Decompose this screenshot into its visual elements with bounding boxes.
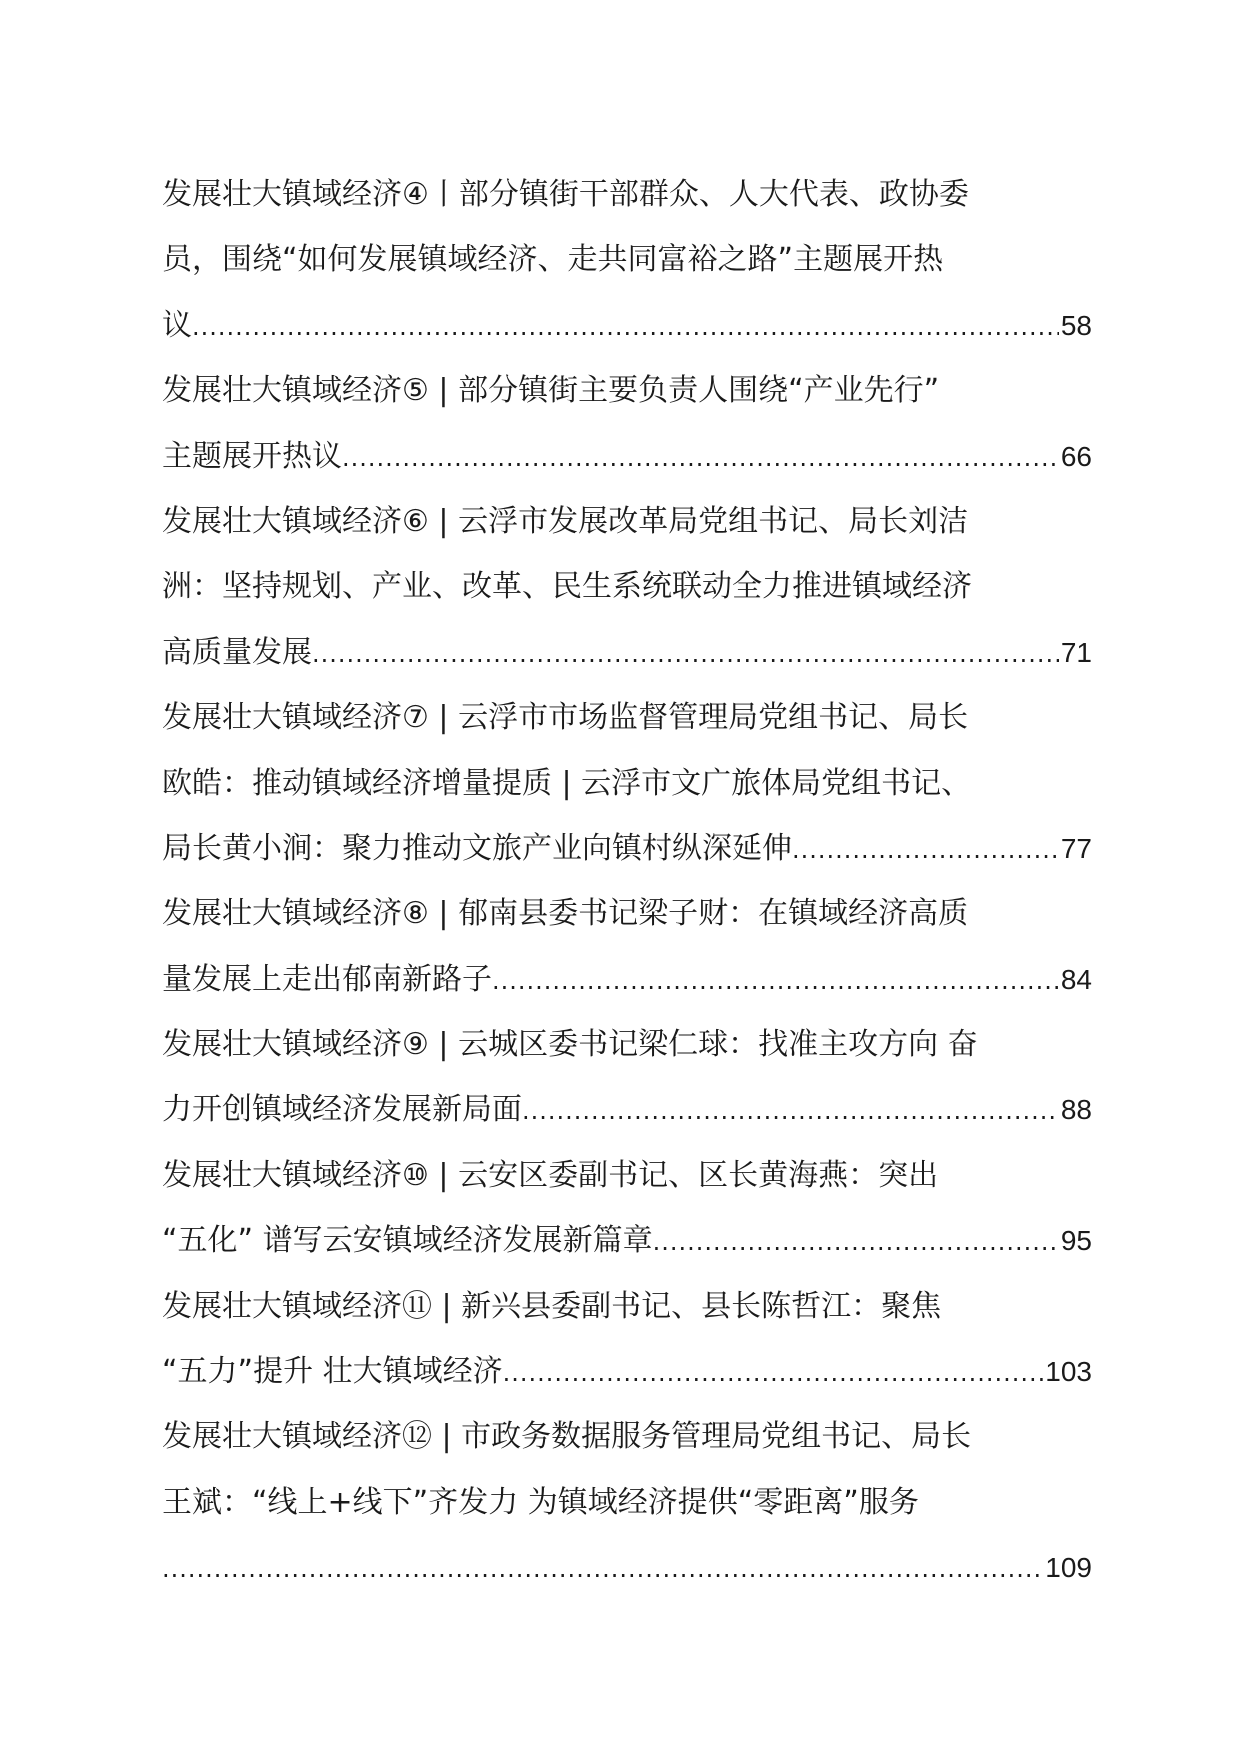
toc-entry-title-end: 高质量发展 bbox=[162, 634, 312, 670]
toc-entry-title-line: 发展壮大镇域经济⑫ | 市政务数据服务管理局党组书记、局长 bbox=[162, 1419, 972, 1455]
toc-entry-title-line: 员，围绕“如何发展镇域经济、走共同富裕之路”主题展开热 bbox=[162, 242, 944, 278]
toc-entry-title-end: 力开创镇域经济发展新局面 bbox=[162, 1092, 522, 1128]
toc-entry[interactable] bbox=[162, 1012, 1092, 1143]
toc-page-number: 95 bbox=[1060, 1225, 1092, 1257]
toc-page-number: 84 bbox=[1060, 963, 1092, 995]
toc-page-number: 77 bbox=[1060, 832, 1092, 864]
toc-page-number: 58 bbox=[1060, 309, 1092, 341]
toc-page-number: 71 bbox=[1060, 636, 1092, 668]
toc-page-number: 109 bbox=[1045, 1552, 1092, 1584]
toc-entry[interactable] bbox=[162, 685, 1092, 881]
toc-page-number: 88 bbox=[1060, 1094, 1092, 1126]
toc-entry-leader-line bbox=[162, 1208, 1092, 1273]
toc-entry[interactable] bbox=[162, 162, 1092, 358]
toc-entry-title-line: 王斌：“线上+线下”齐发力 为镇域经济提供“零距离”服务 bbox=[162, 1484, 919, 1520]
toc-entry-title-end: 量发展上走出郁南新路子 bbox=[162, 961, 492, 997]
toc-entry-leader-line bbox=[162, 424, 1092, 489]
toc-entry-leader-line bbox=[162, 1535, 1092, 1600]
dot-leader bbox=[522, 1079, 1059, 1142]
toc-entry-title-line: 发展壮大镇域经济⑨ | 云城区委书记梁仁球：找准主攻方向 奋 bbox=[162, 1027, 978, 1063]
toc-entry[interactable] bbox=[162, 1143, 1092, 1274]
toc-entry-leader-line bbox=[162, 1339, 1092, 1404]
toc-page-number: 103 bbox=[1045, 1356, 1092, 1388]
toc-entry-title-end: 主题展开热议 bbox=[162, 438, 342, 474]
dot-leader bbox=[312, 622, 1059, 685]
toc-entry[interactable] bbox=[162, 881, 1092, 1012]
toc-page-number: 66 bbox=[1060, 440, 1092, 472]
toc-entry[interactable] bbox=[162, 1404, 1092, 1600]
toc-entry-title-line: 洲：坚持规划、产业、改革、民生系统联动全力推进镇域经济 bbox=[162, 569, 972, 605]
toc-entry-leader-line bbox=[162, 620, 1092, 685]
toc-entry-title-line: 发展壮大镇域经济⑩ | 云安区委副书记、区长黄海燕：突出 bbox=[162, 1157, 939, 1193]
toc-entry-title-end: 局长黄小涧：聚力推动文旅产业向镇村纵深延伸 bbox=[162, 830, 792, 866]
dot-leader bbox=[653, 1210, 1059, 1273]
toc-entry-leader-line bbox=[162, 947, 1092, 1012]
toc-entry-title-line: 发展壮大镇域经济⑧ | 郁南县委书记梁子财：在镇域经济高质 bbox=[162, 896, 969, 932]
toc-entry-leader-line bbox=[162, 1077, 1092, 1142]
toc-entry[interactable] bbox=[162, 489, 1092, 685]
toc-entry-title-line: 发展壮大镇域经济④丨部分镇街干部群众、人大代表、政协委 bbox=[162, 177, 969, 212]
dot-leader bbox=[492, 949, 1059, 1012]
toc-entry-title-line: 发展壮大镇域经济⑥ | 云浮市发展改革局党组书记、局长刘洁 bbox=[162, 503, 969, 539]
dot-leader bbox=[192, 295, 1059, 358]
toc-entry-title-line: 发展壮大镇域经济⑤ | 部分镇街主要负责人围绕“产业先行” bbox=[162, 373, 940, 409]
toc-entry-title-line: 欧皓：推动镇域经济增量提质 | 云浮市文广旅体局党组书记、 bbox=[162, 765, 972, 801]
toc-entry[interactable] bbox=[162, 1274, 1092, 1405]
dot-leader bbox=[503, 1341, 1044, 1404]
toc-entry-leader-line bbox=[162, 293, 1092, 358]
toc-entry-title-end: “五化” 谱写云安镇域经济发展新篇章 bbox=[162, 1223, 653, 1259]
toc-entry-leader-line bbox=[162, 816, 1092, 881]
dot-leader bbox=[342, 426, 1059, 489]
toc-entry-title-end: 议 bbox=[162, 307, 192, 343]
table-of-contents bbox=[162, 162, 1092, 1601]
toc-entry-title-line: 发展壮大镇域经济⑪ | 新兴县委副书记、县长陈哲江：聚焦 bbox=[162, 1288, 942, 1324]
toc-entry-title-line: 发展壮大镇域经济⑦ | 云浮市市场监督管理局党组书记、局长 bbox=[162, 700, 969, 736]
dot-leader bbox=[162, 1537, 1043, 1600]
toc-entry-title-end: “五力”提升 壮大镇域经济 bbox=[162, 1354, 503, 1390]
toc-entry[interactable] bbox=[162, 358, 1092, 489]
dot-leader bbox=[792, 818, 1059, 881]
